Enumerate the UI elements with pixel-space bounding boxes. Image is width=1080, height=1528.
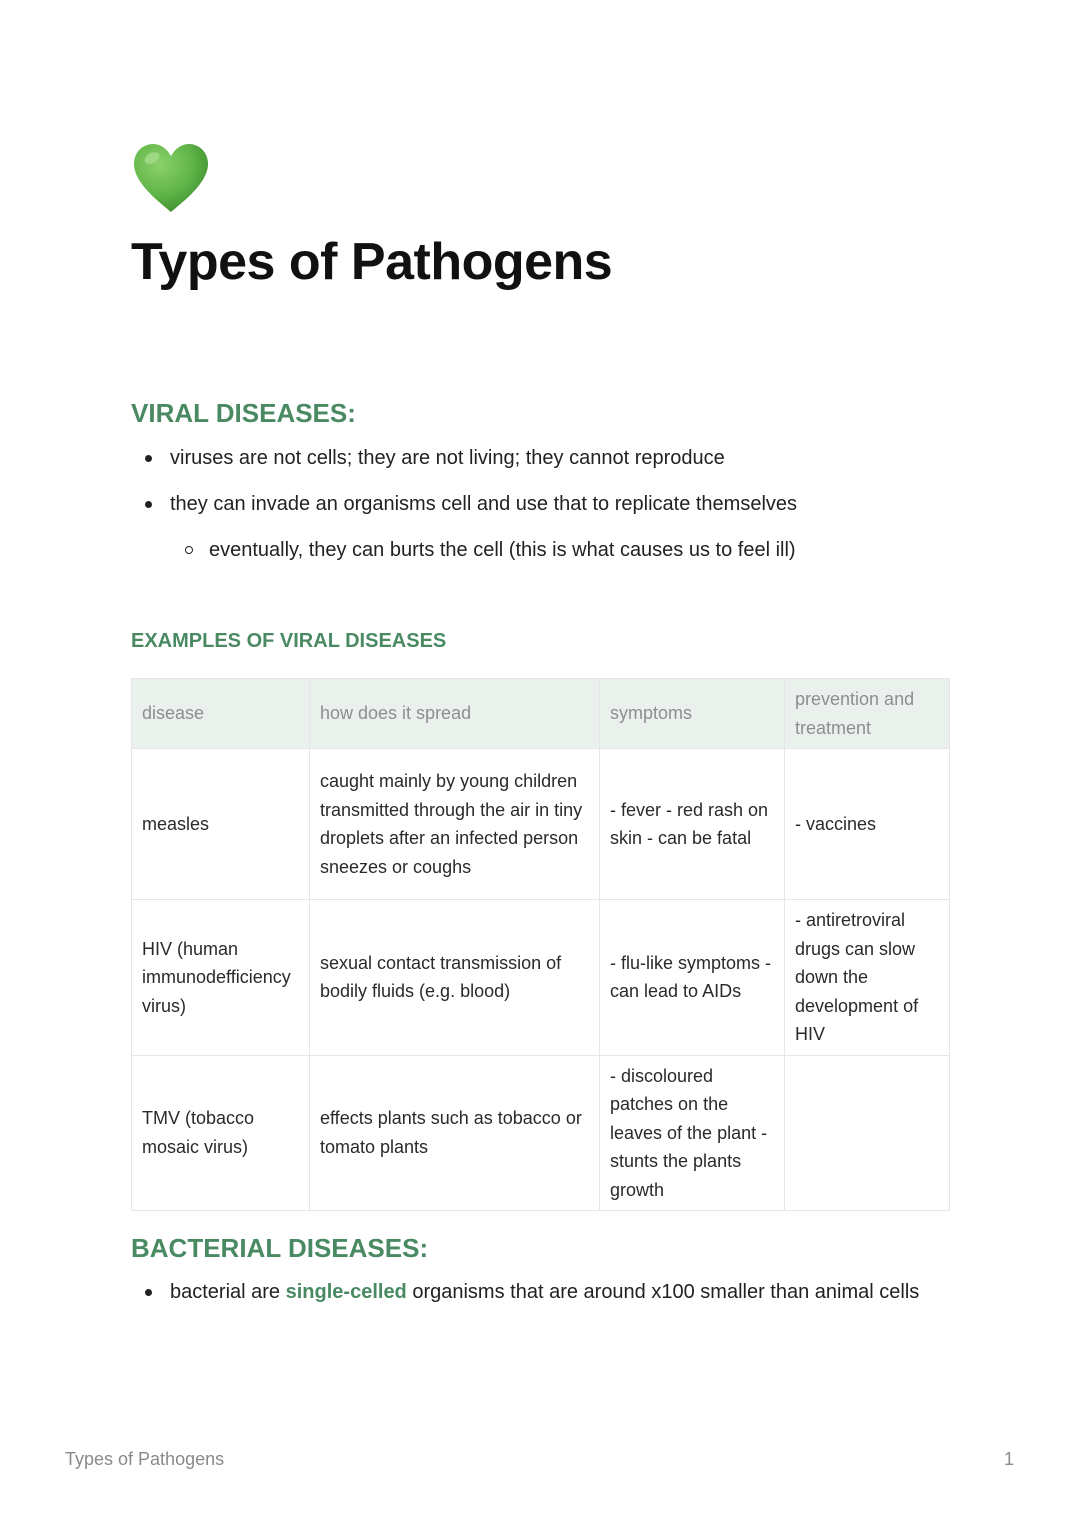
table-cell <box>785 1055 950 1211</box>
highlighted-term: single-celled <box>285 1281 407 1303</box>
table-header-row <box>132 679 950 749</box>
bacterial-bullet-list <box>131 1276 951 1322</box>
viral-bullet-list <box>131 442 961 580</box>
bullet-icon <box>145 455 152 462</box>
footer-title: Types of Pathogens <box>65 1449 225 1469</box>
table-row <box>132 900 950 1056</box>
table-row <box>132 1055 950 1211</box>
bullet-icon <box>145 1289 152 1296</box>
table-row <box>132 749 950 900</box>
viral-diseases-heading: VIRAL DISEASES: <box>131 398 356 428</box>
column-header: symptoms <box>600 679 785 749</box>
table-cell: TMV (tobacco mosaic virus) <box>132 1055 310 1211</box>
table-cell: - fever - red rash on skin - can be fatal <box>600 749 785 900</box>
list-item: bacterial are single-celled organisms that are around x100 smaller than animal cells <box>131 1276 951 1308</box>
table-cell: HIV (human immunodefficiency virus) <box>132 900 310 1056</box>
table-cell: caught mainly by young children transmitted through the air in tiny droplets after an infected person sneezes or coughs <box>310 749 600 900</box>
table-cell: - discoloured patches on the leaves of the plant - stunts the plants growth <box>600 1055 785 1211</box>
table-cell: - flu-like symptoms - can lead to AIDs <box>600 900 785 1056</box>
list-item: they can invade an organisms cell and use that to replicate themselves <box>131 488 961 520</box>
bullet-icon <box>145 501 152 508</box>
column-header: how does it spread <box>310 679 600 749</box>
list-item: viruses are not cells; they are not living; they cannot reproduce <box>131 442 961 474</box>
green-heart-icon <box>132 142 210 214</box>
table-cell: - antiretroviral drugs can slow down the development of HIV <box>785 900 950 1056</box>
list-item: eventually, they can burts the cell (this is what causes us to feel ill) <box>131 534 961 566</box>
table-cell: - vaccines <box>785 749 950 900</box>
column-header: prevention and treatment <box>785 679 950 749</box>
table-cell: effects plants such as tobacco or tomato plants <box>310 1055 600 1211</box>
bacterial-diseases-heading: BACTERIAL DISEASES: <box>131 1233 429 1263</box>
page-title: Types of Pathogens <box>131 233 613 291</box>
column-header: disease <box>132 679 310 749</box>
viral-diseases-table <box>131 678 950 1211</box>
sub-bullet-icon <box>185 546 193 554</box>
table-cell: sexual contact transmission of bodily fluids (e.g. blood) <box>310 900 600 1056</box>
examples-heading: EXAMPLES OF VIRAL DISEASES <box>131 630 447 652</box>
table-cell: measles <box>132 749 310 900</box>
page-number: 1 <box>1003 1449 1014 1469</box>
